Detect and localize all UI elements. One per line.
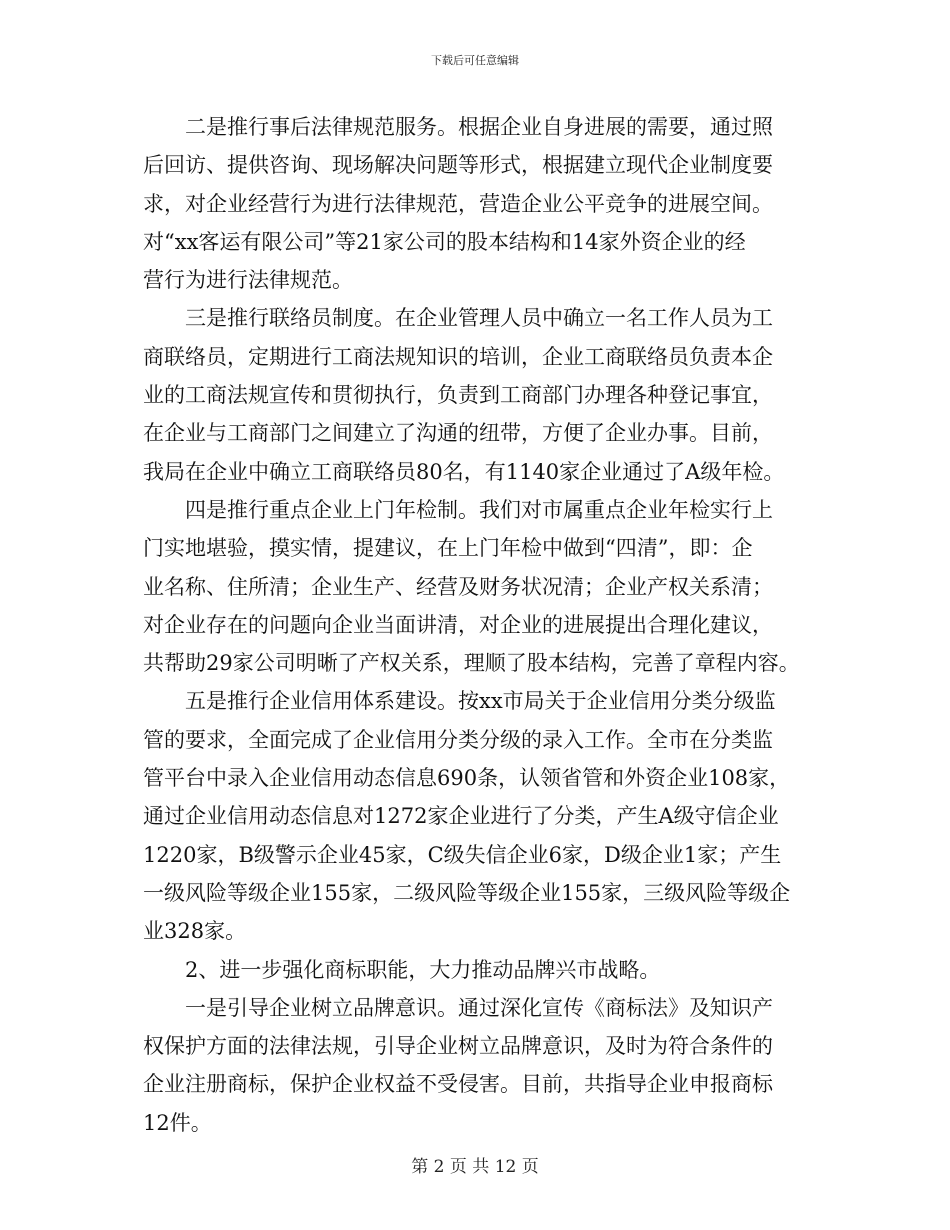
text-line: 对企业存在的问题向企业当面讲清，对企业的进展提出合理化建议， xyxy=(143,612,773,637)
text-line: 门实地堪验，摸实情，提建议，在上门年检中做到“四清”，即：企 xyxy=(143,536,753,561)
text-line: 管平台中录入企业信用动态信息690条，认领省管和外资企业108家， xyxy=(143,766,791,791)
text-line: 后回访、提供咨询、现场解决问题等形式，根据建立现代企业制度要 xyxy=(143,153,773,178)
text-line: 四是推行重点企业上门年检制。我们对市属重点企业年检实行上 xyxy=(185,497,773,522)
text-line: 12件。 xyxy=(143,1110,212,1135)
text-line: 三是推行联络员制度。在企业管理人员中确立一名工作人员为工 xyxy=(185,306,773,331)
text-line: 业328家。 xyxy=(143,919,247,944)
document-body xyxy=(143,108,823,1142)
text-line: 2、进一步强化商标职能，大力推动品牌兴市战略。 xyxy=(185,957,661,982)
text-line: 商联络员，定期进行工商法规知识的培训，企业工商联络员负责本企 xyxy=(143,344,773,369)
text-line: 我局在企业中确立工商联络员80名，有1140家企业通过了A级年检。 xyxy=(143,459,785,484)
text-line: 业的工商法规宣传和贯彻执行，负责到工商部门办理各种登记事宜， xyxy=(143,383,773,408)
text-line: 求，对企业经营行为进行法律规范，营造企业公平竞争的进展空间。 xyxy=(143,191,773,216)
text-line: 企业注册商标，保护企业权益不受侵害。目前，共指导企业申报商标 xyxy=(143,1072,773,1097)
text-line: 业名称、住所清；企业生产、经营及财务状况清；企业产权关系清； xyxy=(143,574,773,599)
text-line: 二是推行事后法律规范服务。根据企业自身进展的需要，通过照 xyxy=(185,115,773,139)
text-line: 共帮助29家公司明晰了产权关系，理顺了股本结构，完善了章程内容。 xyxy=(143,651,800,676)
text-line: 在企业与工商部门之间建立了沟通的纽带，方便了企业办事。目前， xyxy=(143,421,773,446)
text-line: 通过企业信用动态信息对1272家企业进行了分类，产生A级守信企业 xyxy=(143,804,779,829)
text-line: 一是引导企业树立品牌意识。通过深化宣传《商标法》及知识产 xyxy=(185,995,773,1020)
text-line: 五是推行企业信用体系建设。按xx市局关于企业信用分类分级监 xyxy=(185,689,776,714)
page-header: 下载后可任意编辑 xyxy=(431,54,519,67)
text-line: 营行为进行法律规范。 xyxy=(143,268,353,293)
text-line: 一级风险等级企业155家，二级风险等级企业155家，三级风险等级企 xyxy=(143,880,791,905)
text-line: 对“xx客运有限公司”等21家公司的股本结构和14家外资企业的经 xyxy=(143,229,746,254)
text-line: 管的要求，全面完成了企业信用分类分级的录入工作。全市在分类监 xyxy=(143,727,773,752)
text-line: 权保护方面的法律法规，引导企业树立品牌意识，及时为符合条件的 xyxy=(143,1034,773,1059)
page-footer: 第 2 页 共 12 页 xyxy=(411,1157,539,1177)
text-line: 1220家，B级警示企业45家，C级失信企业6家，D级企业1家；产生 xyxy=(143,842,782,867)
